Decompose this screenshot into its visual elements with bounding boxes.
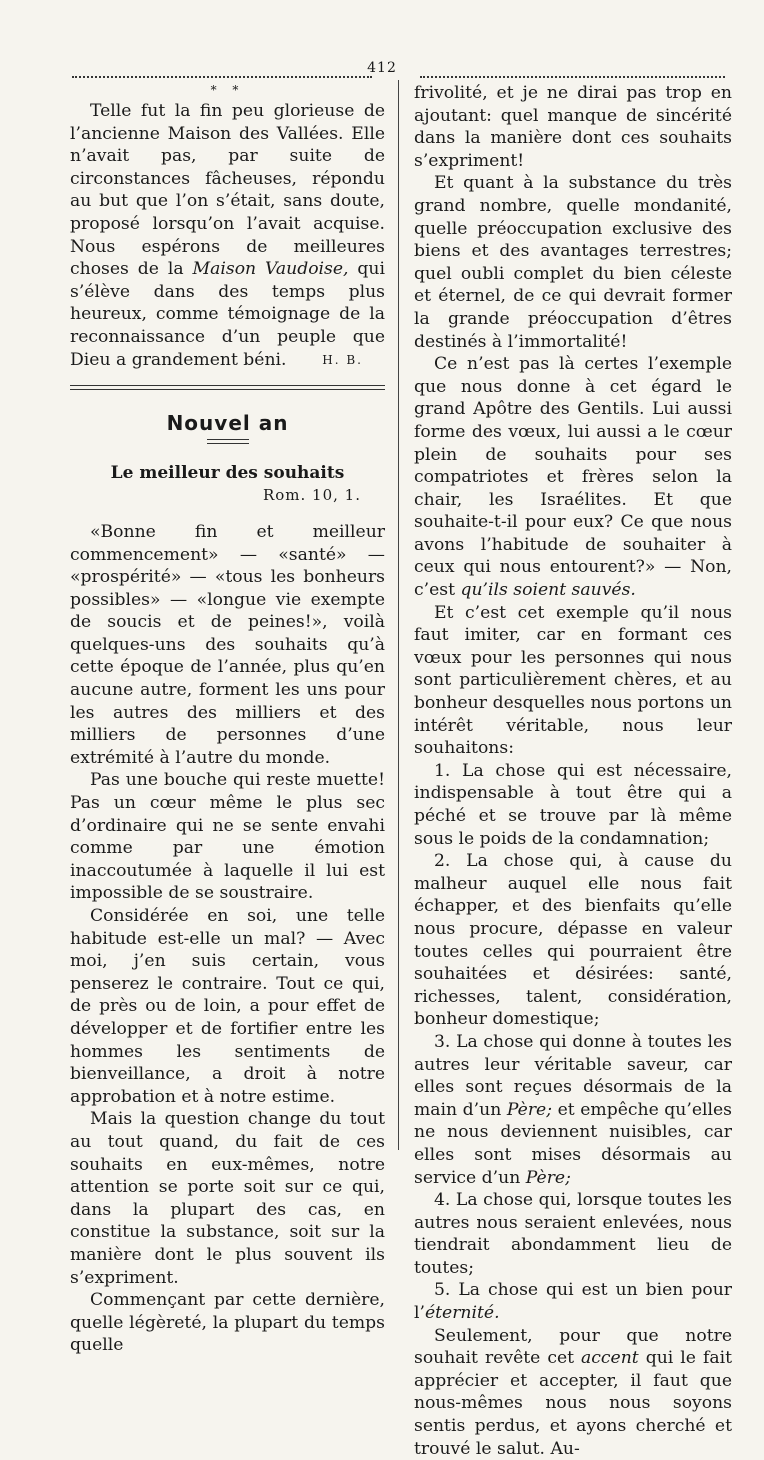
paragraph: Et c’est cet exemple qu’il nous faut imiter, car en formant ces vœux pour les personnes qui nous sont particulièrement chères, et au bonheur desquelles nous portons un intérêt véritable, nous leur souhaitons: (414, 602, 732, 759)
list-item: 1. La chose qui est nécessaire, indispensable à tout être qui a péché et se trouve par là même sous le poids de la condamnation; (414, 760, 732, 849)
header-rule-right (420, 68, 725, 78)
paragraph-text: 3. La chose qui donne à toutes les autres leur véritable saveur, car elles sont reçues désormais de la main d’un (414, 1031, 732, 1120)
list-item (414, 1031, 732, 1189)
paragraph: Et quant à la substance du très grand nombre, quelle mondanité, quelle préoccupation exclusive des biens et des avantages terrestres; quel oubli complet du bien céleste et éternel, de ce qui devrait former la grande préoccupation d’êtres destinés à l’immortalité! (414, 173, 732, 352)
left-column (70, 82, 385, 1357)
scripture-reference: Rom. 10, 1. (262, 486, 361, 505)
column-divider (398, 80, 399, 1150)
paragraph: Pas une bouche qui reste muette! Pas un cœur même le plus sec d’ordinaire qui ne se sente envahi comme par une émotion inaccoutumée à laquelle il lui est impossible de se soustraire. (70, 770, 385, 904)
paragraph-text: qui le fait apprécier et accepter, il faut que nous-mêmes nous nous soyons sentis perdus, et ayons cherché et trouvé le salut. Au- (414, 1348, 732, 1459)
paragraph: «Bonne fin et meilleur commencement» — «santé» — «prospérité» — «tous les bonheurs possibles» — «longue vie exempte de soucis et de peines!», voilà quelques-uns des souhaits qu’à cette époque de l’année, plus qu’en aucune autre, forment les uns pour les autres des milliers et des milliers de personnes d’une extrémité à l’autre du monde. (70, 521, 385, 768)
paragraph (414, 1325, 732, 1460)
paragraph-text: Seulement, pour que notre souhait revête cet (414, 1325, 732, 1369)
section-title: Nouvel an (166, 411, 289, 436)
italic-text: accent (581, 1348, 639, 1369)
header-rule-left (72, 68, 372, 78)
section-stars: * * (210, 83, 245, 97)
article-subtitle: Le meilleur des souhaits (110, 462, 345, 483)
paragraph-text: 5. La chose qui est un bien pour l’ (414, 1280, 732, 1324)
paragraph-text: qui s’élève dans des temps plus heureux, comme témoignage de la reconnaissance d’un peuple que Dieu a grandement béni. (70, 259, 385, 370)
list-item: 4. La chose qui, lorsque toutes les autres nous seraient enlevées, nous tiendrait abondamment lieu de toutes; (414, 1190, 732, 1278)
list-item (414, 1279, 732, 1324)
paragraph: Mais la question change du tout au tout quand, du fait de ces souhaits en eux-mêmes, notre attention se porte soit sur ce qui, dans la plupart des cas, en constitue la substance, soit sur la manière dont le plus souvent ils s’expriment. (70, 1109, 385, 1288)
paragraph: frivolité, et je ne dirai pas trop en ajoutant: quel manque de sincérité dans la manière dont ces souhaits s’expriment! (414, 83, 732, 171)
italic-text: éternité. (424, 1303, 500, 1324)
right-column (414, 82, 732, 1460)
paragraph: Commençant par cette dernière, quelle légèreté, la plupart du temps quelle (70, 1290, 385, 1356)
author-signature: H. B. (322, 352, 363, 367)
italic-text: Maison Vaudoise, (192, 259, 349, 280)
paragraph-text: Telle fut la fin peu glorieuse de l’ancienne Maison des Vallées. Elle n’avait pas, par suite de circonstances fâcheuses, répondu au but que l’on s’était, sans doute, proposé lorsqu’on l’avait acquise. Nous espérons de meilleures choses de la (70, 101, 385, 280)
section-divider (70, 385, 385, 390)
paragraph: Considérée en soi, une telle habitude est-elle un mal? — Avec moi, j’en suis certain, vous penserez le contraire. Tout ce qui, de près ou de loin, a pour effet de développer et de fortifier entre les hommes les sentiments de bienveillance, a droit à notre approbation et à notre estime. (70, 906, 385, 1107)
italic-text: Père; (525, 1167, 571, 1188)
title-rule (207, 439, 249, 444)
italic-text: Père; (506, 1099, 553, 1120)
paragraph-text: et empêche qu’elles ne nous deviennent nuisibles, car elles sont mises désormais au service d’un (414, 1099, 733, 1188)
list-item: 2. La chose qui, à cause du malheur auquel elle nous fait échapper, et des bienfaits qu’elle nous procure, dépasse en valeur toutes celles qui pourraient être souhaitées et désirées: santé, richesses, talent, considération, bonheur domestique; (414, 851, 732, 1030)
article-closing-paragraph (70, 100, 385, 371)
italic-text: qu’ils soient sauvés. (460, 580, 636, 601)
paragraph-text: Ce n’est pas là certes l’exemple que nous donne à cet égard le grand Apôtre des Gentils. Lui aussi forme des vœux, lui aussi a le cœur plein de souhaits pour ses compatriotes et frères selon la chair, les Israélites. Et que souhaite-t-il pour eux? Ce que nous avons l’habitude de souhaiter à ceux qui nous entourent?» — Non, c’est (414, 354, 732, 601)
page-number: 412 (367, 60, 397, 76)
paragraph (414, 353, 732, 602)
